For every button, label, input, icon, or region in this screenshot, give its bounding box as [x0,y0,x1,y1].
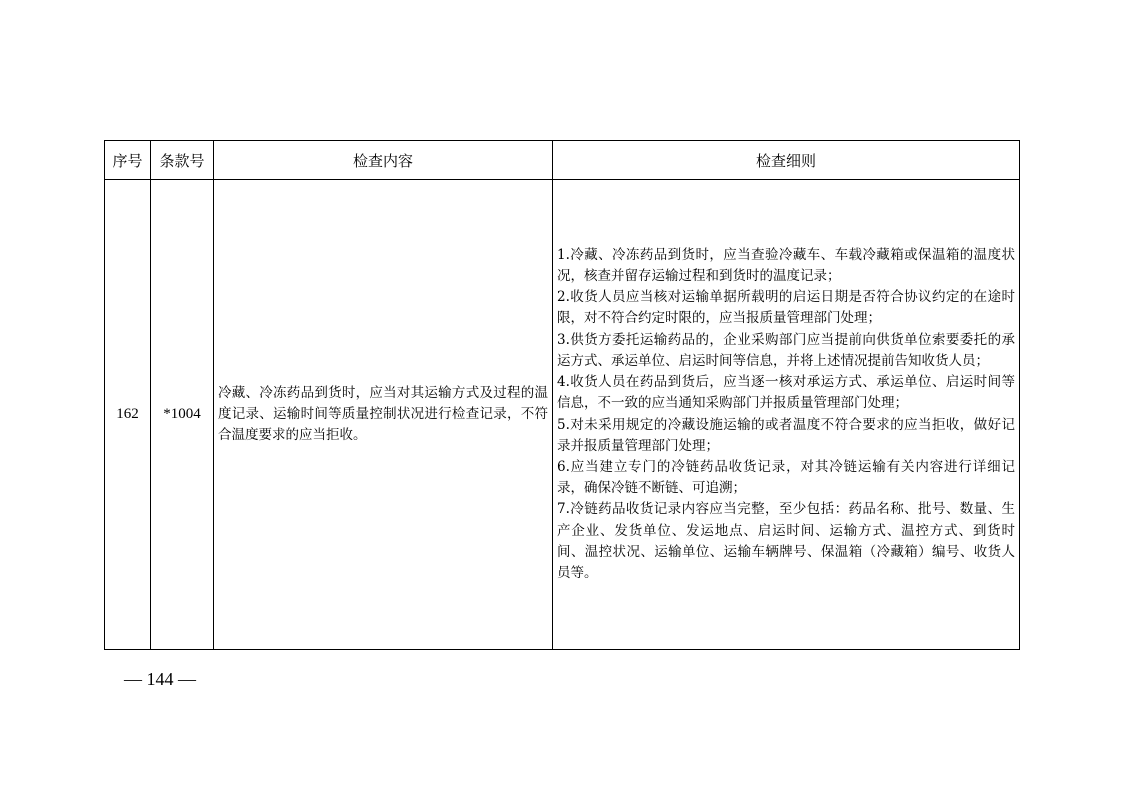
row-rules [553,180,1020,650]
rule-item: 4.收货人员在药品到货后，应当逐一核对承运方式、承运单位、启运时间等信息，不一致的应当通知采购部门并报质量管理部门处理； [557,374,1015,412]
row-content: 冷藏、冷冻药品到货时，应当对其运输方式及过程的温度记录、运输时间等质量控制状况进行检查记录，不符合温度要求的应当拒收。 [214,180,553,650]
row-clause: *1004 [151,180,214,650]
row-index: 162 [105,180,151,650]
inspection-table [104,140,1020,650]
rule-item: 7.冷链药品收货记录内容应当完整，至少包括：药品名称、批号、数量、生产企业、发货单位、发运地点、启运时间、运输方式、温控方式、到货时间、温控状况、运输单位、运输车辆牌号、保温箱（冷藏箱）编号、收货人员等。 [557,501,1015,581]
header-rules: 检查细则 [553,141,1020,180]
table-header-row [105,141,1020,180]
header-index: 序号 [105,141,151,180]
rule-item: 2.收货人员应当核对运输单据所载明的启运日期是否符合协议约定的在途时限，对不符合约定时限的，应当报质量管理部门处理； [557,289,1015,327]
rule-item: 3.供货方委托运输药品的，企业采购部门应当提前向供货单位索要委托的承运方式、承运单位、启运时间等信息，并将上述情况提前告知收货人员； [557,331,1015,369]
page-number: — 144 — [124,669,196,689]
header-clause: 条款号 [151,141,214,180]
rule-item: 6.应当建立专门的冷链药品收货记录，对其冷链运输有关内容进行详细记录，确保冷链不断链、可追溯； [557,458,1015,497]
table-row [105,180,1020,650]
rule-item: 5.对未采用规定的冷藏设施运输的或者温度不符合要求的应当拒收，做好记录并报质量管理部门处理； [557,416,1015,454]
rule-item: 1.冷藏、冷冻药品到货时，应当查验冷藏车、车载冷藏箱或保温箱的温度状况，核查并留存运输过程和到货时的温度记录； [557,246,1015,285]
header-content: 检查内容 [214,141,553,180]
rules-list [557,245,1015,584]
